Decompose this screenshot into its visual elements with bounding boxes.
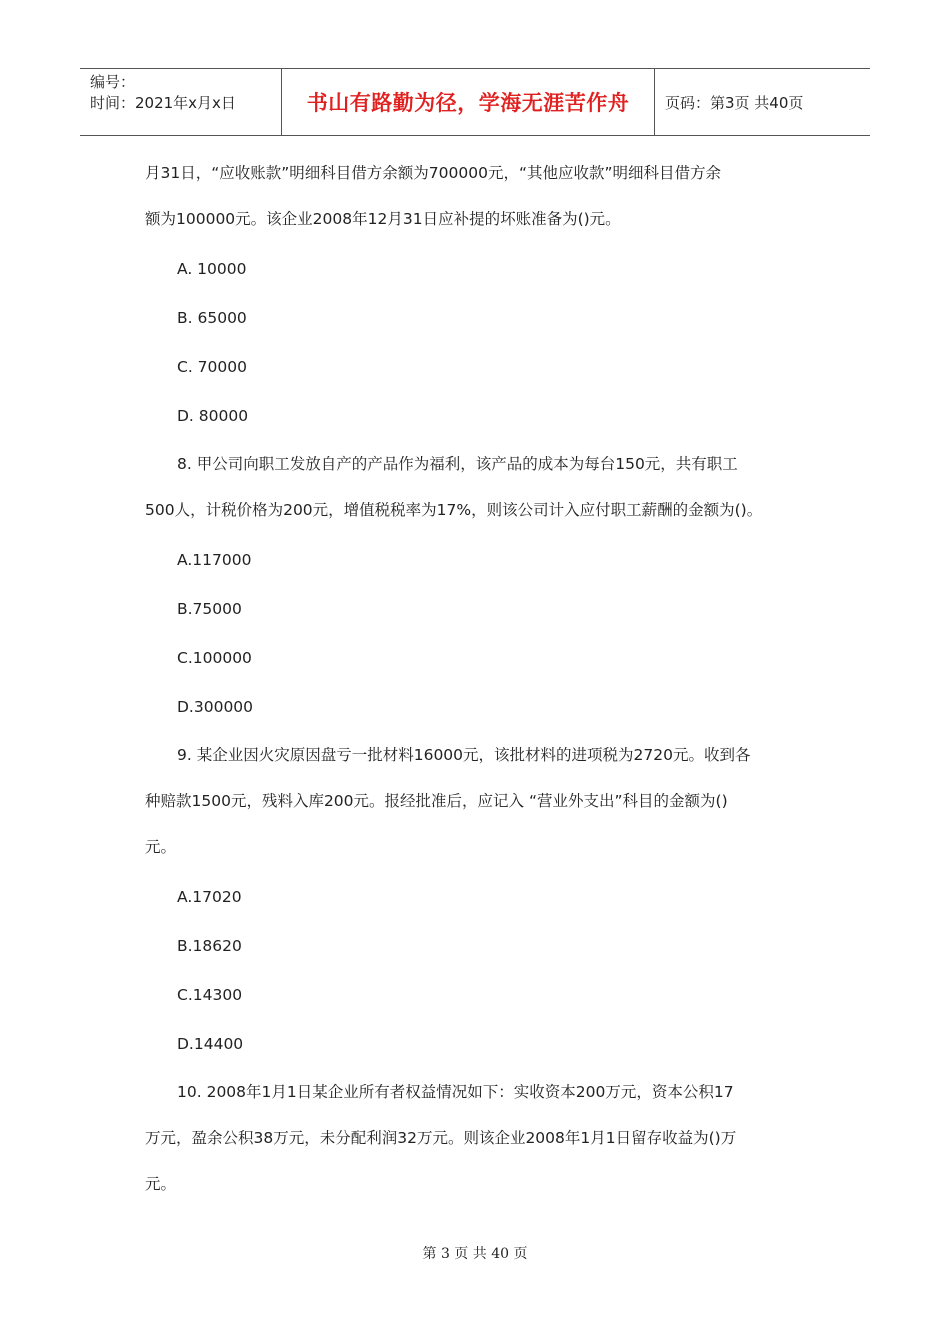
answer-option: D.14400 <box>177 1035 244 1053</box>
footer-page-number: 第 3 页 共 40 页 <box>422 1246 528 1262</box>
question-9 <box>145 732 810 1069</box>
header-motto-cell <box>282 69 655 135</box>
header-page-cell <box>655 69 870 135</box>
question-text-line: 额为100000元。该企业2008年12月31日应补提的坏账准备为()元。 <box>145 210 621 228</box>
answer-option: B.18620 <box>177 937 242 955</box>
header-meta <box>80 69 282 135</box>
time-label: 时间：2021年x月x日 <box>90 94 236 112</box>
answer-option: C.14300 <box>177 986 243 1004</box>
answer-option: A. 10000 <box>177 260 247 278</box>
answer-option: C. 70000 <box>177 358 247 376</box>
answer-option: B. 65000 <box>177 309 247 327</box>
answer-option: D. 80000 <box>177 407 249 425</box>
page-footer <box>0 1243 950 1263</box>
answer-option: B.75000 <box>177 600 242 618</box>
question-text-line: 月31日，“应收账款”明细科目借方余额为700000元，“其他应收款”明细科目借方余 <box>145 164 722 182</box>
question-8 <box>145 441 810 732</box>
question-text-line: 万元，盈余公积38万元，未分配利润32万元。则该企业2008年1月1日留存收益为()万 <box>145 1129 737 1147</box>
document-body <box>145 150 810 1207</box>
question-text-line: 元。 <box>145 1175 177 1193</box>
question-10 <box>145 1069 810 1207</box>
question-text-line: 10. 2008年1月1日某企业所有者权益情况如下：实收资本200万元，资本公积17 <box>177 1083 734 1101</box>
answer-option: A.17020 <box>177 888 242 906</box>
motto: 书山有路勤为径，学海无涯苦作舟 <box>306 91 630 115</box>
number-label: 编号： <box>90 73 136 91</box>
question-text-line: 9. 某企业因火灾原因盘亏一批材料16000元，该批材料的进项税为2720元。收到各 <box>177 746 751 764</box>
question-text-line: 种赔款1500元，残料入库200元。报经批准后，应记入 “营业外支出”科目的金额为() <box>145 792 728 810</box>
question-text-line: 元。 <box>145 838 177 856</box>
question-text-line: 8. 甲公司向职工发放自产的产品作为福利，该产品的成本为每台150元，共有职工 <box>177 455 738 473</box>
answer-option: D.300000 <box>177 698 254 716</box>
question-text-line: 500人，计税价格为200元，增值税税率为17%，则该公司计入应付职工薪酬的金额为()。 <box>145 501 763 519</box>
answer-option: A.117000 <box>177 551 252 569</box>
page-label: 页码：第3页 共40页 <box>665 93 804 112</box>
question-7 <box>145 150 810 441</box>
page-header <box>80 68 870 136</box>
answer-option: C.100000 <box>177 649 252 667</box>
